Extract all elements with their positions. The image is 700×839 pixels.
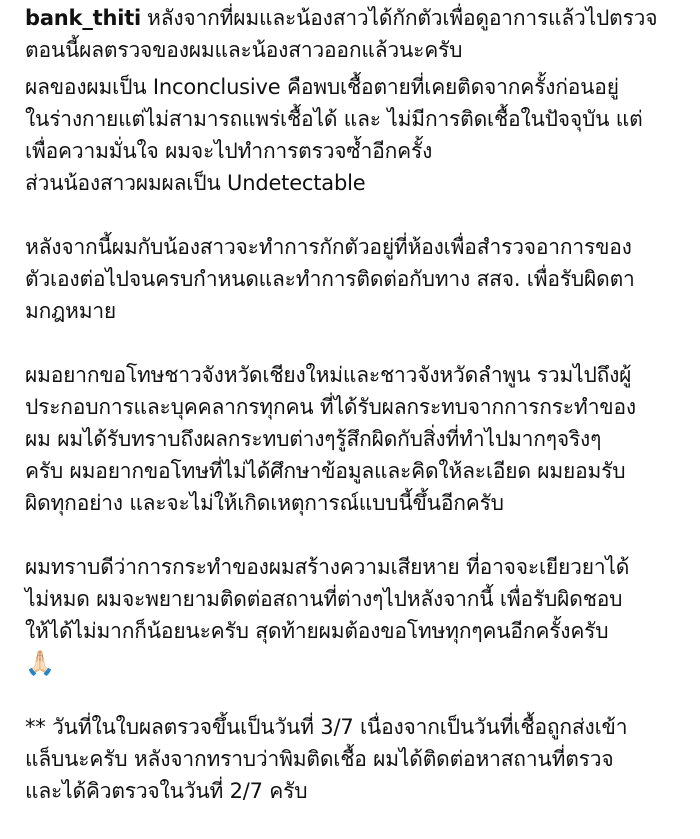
caption-line: ** วันที่ในใบผลตรวจขึ้นเป็นวันที่ 3/7 เนื่องจากเป็นวันที่เชื้อถูกส่งเข้า: [25, 715, 628, 739]
caption-line: แล็บนะครับ หลังจากทราบว่าพิมติดเชื้อ ผมได้ติดต่อหาสถานที่ตรวจ: [25, 747, 614, 771]
caption-line: ให้ได้ไม่มากก็น้อยนะครับ สุดท้ายผมต้องขอโทษทุกๆคนอีกครั้งครับ: [25, 619, 609, 643]
caption-line: ในร่างกายแต่ไม่สามารถแพร่เชื้อได้ และ ไม่มีการติดเชื้อในปัจจุบัน แต่: [25, 107, 643, 131]
caption-line: [25, 2, 695, 34]
caption-line: ประกอบการและบุคคลากรทุกคน ที่ได้รับผลกระทบจากการกระทำของ: [25, 395, 636, 419]
caption-line: ไม่หมด ผมจะพยายามติดต่อสถานที่ต่างๆไปหลังจากนี้ เพื่อรับผิดชอบ: [25, 587, 623, 611]
username-link[interactable]: bank_thiti: [25, 6, 142, 30]
caption-line: มกฎหมาย: [25, 299, 117, 323]
caption-paragraph-5: [25, 711, 695, 807]
post-caption: [25, 2, 695, 839]
caption-line: ผลของผมเป็น Inconclusive คือพบเชื้อตายที่เคยติดจากครั้งก่อนอยู่: [25, 75, 619, 99]
folded-hands-icon: 🙏🏻: [25, 649, 55, 677]
caption-line: ผมทราบดีว่าการกระทำของผมสร้างความเสียหาย ที่อาจจะเยียวยาได้: [25, 555, 630, 579]
caption-paragraph-4: [25, 551, 695, 679]
caption-text: หลังจากที่ผมและน้องสาวได้กักตัวเพื่อดูอาการแล้วไปตรวจ: [147, 6, 658, 30]
caption-line: เพื่อความมั่นใจ ผมจะไปทำการตรวจซ้ำอีกครั้ง: [25, 139, 433, 163]
caption-line: ตอนนี้ผลตรวจของผมและน้องสาวออกแล้วนะครับ: [25, 38, 463, 62]
caption-line: ครับ ผมอยากขอโทษที่ไม่ได้ศึกษาข้อมูลและคิดให้ละเอียด ผมยอมรับ: [25, 459, 626, 483]
caption-line: ผมอยากขอโทษชาวจังหวัดเชียงใหม่และชาวจังหวัดลำพูน รวมไปถึงผู้: [25, 363, 632, 387]
caption-paragraph-2: [25, 231, 695, 327]
caption-paragraph-1: [25, 2, 695, 199]
caption-line: และได้คิวตรวจในวันที่ 2/7 ครับ: [25, 779, 308, 803]
caption-line: หลังจากนี้ผมกับน้องสาวจะทำการกักตัวอยู่ที่ห้องเพื่อสำรวจอาการของ: [25, 235, 632, 259]
caption-line: ผม ผมได้รับทราบถึงผลกระทบต่างๆรู้สึกผิดกับสิ่งที่ทำไปมากๆจริงๆ: [25, 427, 602, 451]
caption-line: ผิดทุกอย่าง และจะไม่ให้เกิดเหตุการณ์แบบนี้ขึ้นอีกครับ: [25, 491, 504, 515]
caption-paragraph-3: [25, 359, 695, 519]
caption-line: ตัวเองต่อไปจนครบกำหนดและทำการติดต่อกับทาง สสจ. เพื่อรับผิดตา: [25, 267, 635, 291]
caption-line: ส่วนน้องสาวผมผลเป็น Undetectable: [25, 171, 366, 195]
